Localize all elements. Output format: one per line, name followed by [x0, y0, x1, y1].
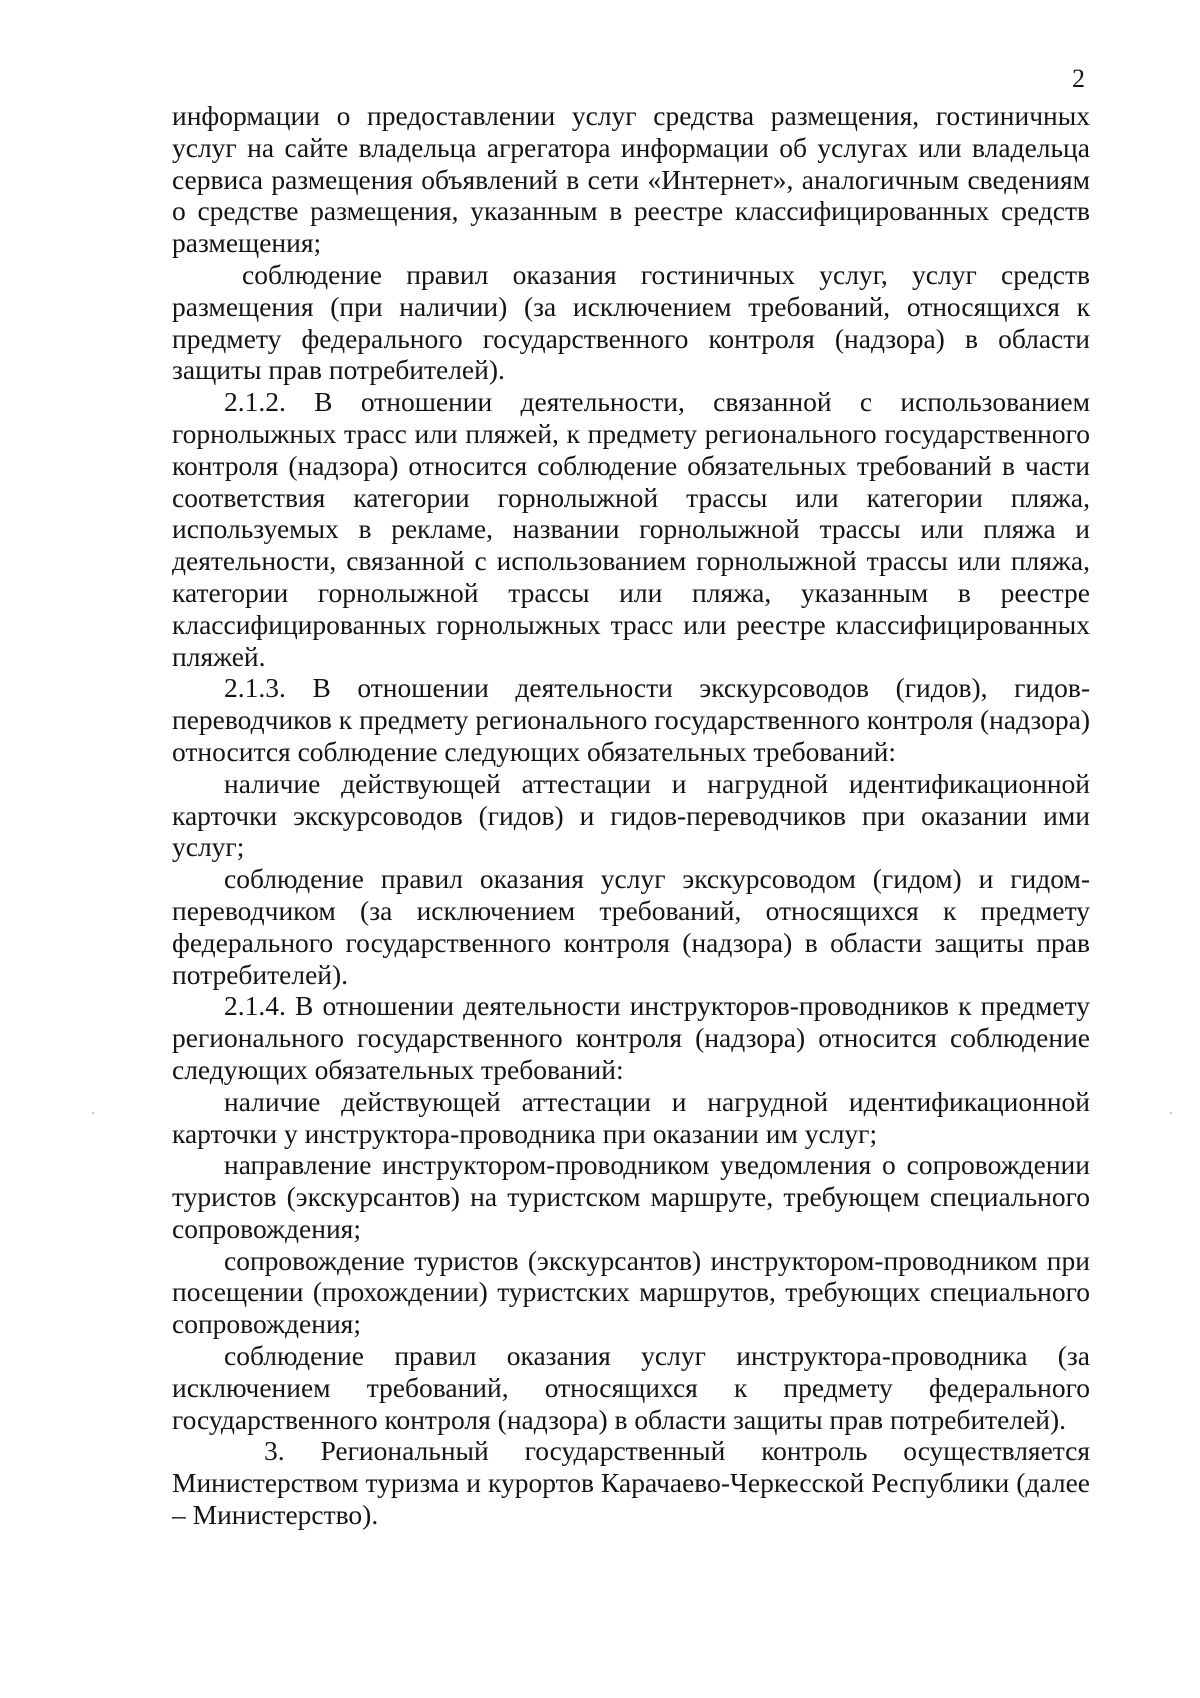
page-number: 2 — [1072, 64, 1085, 93]
paragraph-guide-rules: соблюдение правил оказания услуг экскурсоводом (гидом) и гидом-переводчиком (за исключением требований, относящихся к предмету федерального государственного контроля (надзора) в области защиты прав потребителей). — [172, 863, 1090, 990]
paragraph-hotel-rules: соблюдение правил оказания гостиничных услуг, услуг средств размещения (при наличии) (за исключением требований, относящихся к предмету федерального государственного контроля (надзора) в области защиты прав потребителей). — [172, 258, 1090, 386]
paragraph-instructor-rules: соблюдение правил оказания услуг инструктора-проводника (за исключением требований, относящихся к предмету федерального государственного контроля (надзора) в области защиты прав потребителей). — [172, 1340, 1090, 1435]
paragraph-hotel-info: информации о предоставлении услуг средства размещения, гостиничных услуг на сайте владельца агрегатора информации об услугах или владельца сервиса размещения объявлений в сети «Интернет», аналогичным сведениям о средстве размещения, указанным в реестре классифицированных средств размещения; — [172, 100, 1090, 259]
paragraph-instructor-escort: сопровождение туристов (экскурсантов) инструктором-проводником при посещении (прохождении) туристских маршрутов, требующих специального сопровождения; — [172, 1244, 1090, 1340]
paragraph-instructor-notification: направление инструктором-проводником уведомления о сопровождении туристов (экскурсантов) на туристском маршруте, требующем специального сопровождения; — [172, 1149, 1090, 1244]
document-body — [172, 100, 1090, 1531]
paragraph-2-1-4: 2.1.4. В отношении деятельности инструкторов-проводников к предмету регионального государственного контроля (надзора) относится соблюдение следующих обязательных требований: — [172, 990, 1090, 1085]
paragraph-3-ministry: 3. Региональный государственный контроль осуществляется Министерством туризма и курортов Карачаево-Черкесской Республики (далее – Министерство). — [172, 1435, 1090, 1531]
paragraph-2-1-3: 2.1.3. В отношении деятельности экскурсоводов (гидов), гидов-переводчиков к предмету регионального государственного контроля (надзора) относится соблюдение следующих обязательных требований: — [172, 672, 1090, 767]
paragraph-guide-attestation: наличие действующей аттестации и нагрудной идентификационной карточки экскурсоводов (гидов) и гидов-переводчиков при оказании ими услуг; — [172, 767, 1090, 863]
scan-speck — [92, 1112, 94, 1114]
scan-speck — [1170, 1112, 1172, 1114]
paragraph-instructor-attestation: наличие действующей аттестации и нагрудной идентификационной карточки у инструктора-проводника при оказании им услуг; — [172, 1085, 1090, 1149]
paragraph-2-1-2: 2.1.2. В отношении деятельности, связанной с использованием горнолыжных трасс или пляжей, к предмету регионального государственного контроля (надзора) относится соблюдение обязательных требований в части соответствия категории горнолыжной трассы или категории пляжа, используемых в рекламе, названии горнолыжной трассы или пляжа и деятельности, связанной с использованием горнолыжной трассы или пляжа, категории горнолыжной трассы или пляжа, указанным в реестре классифицированных горнолыжных трасс или реестре классифицированных пляжей. — [172, 386, 1090, 672]
